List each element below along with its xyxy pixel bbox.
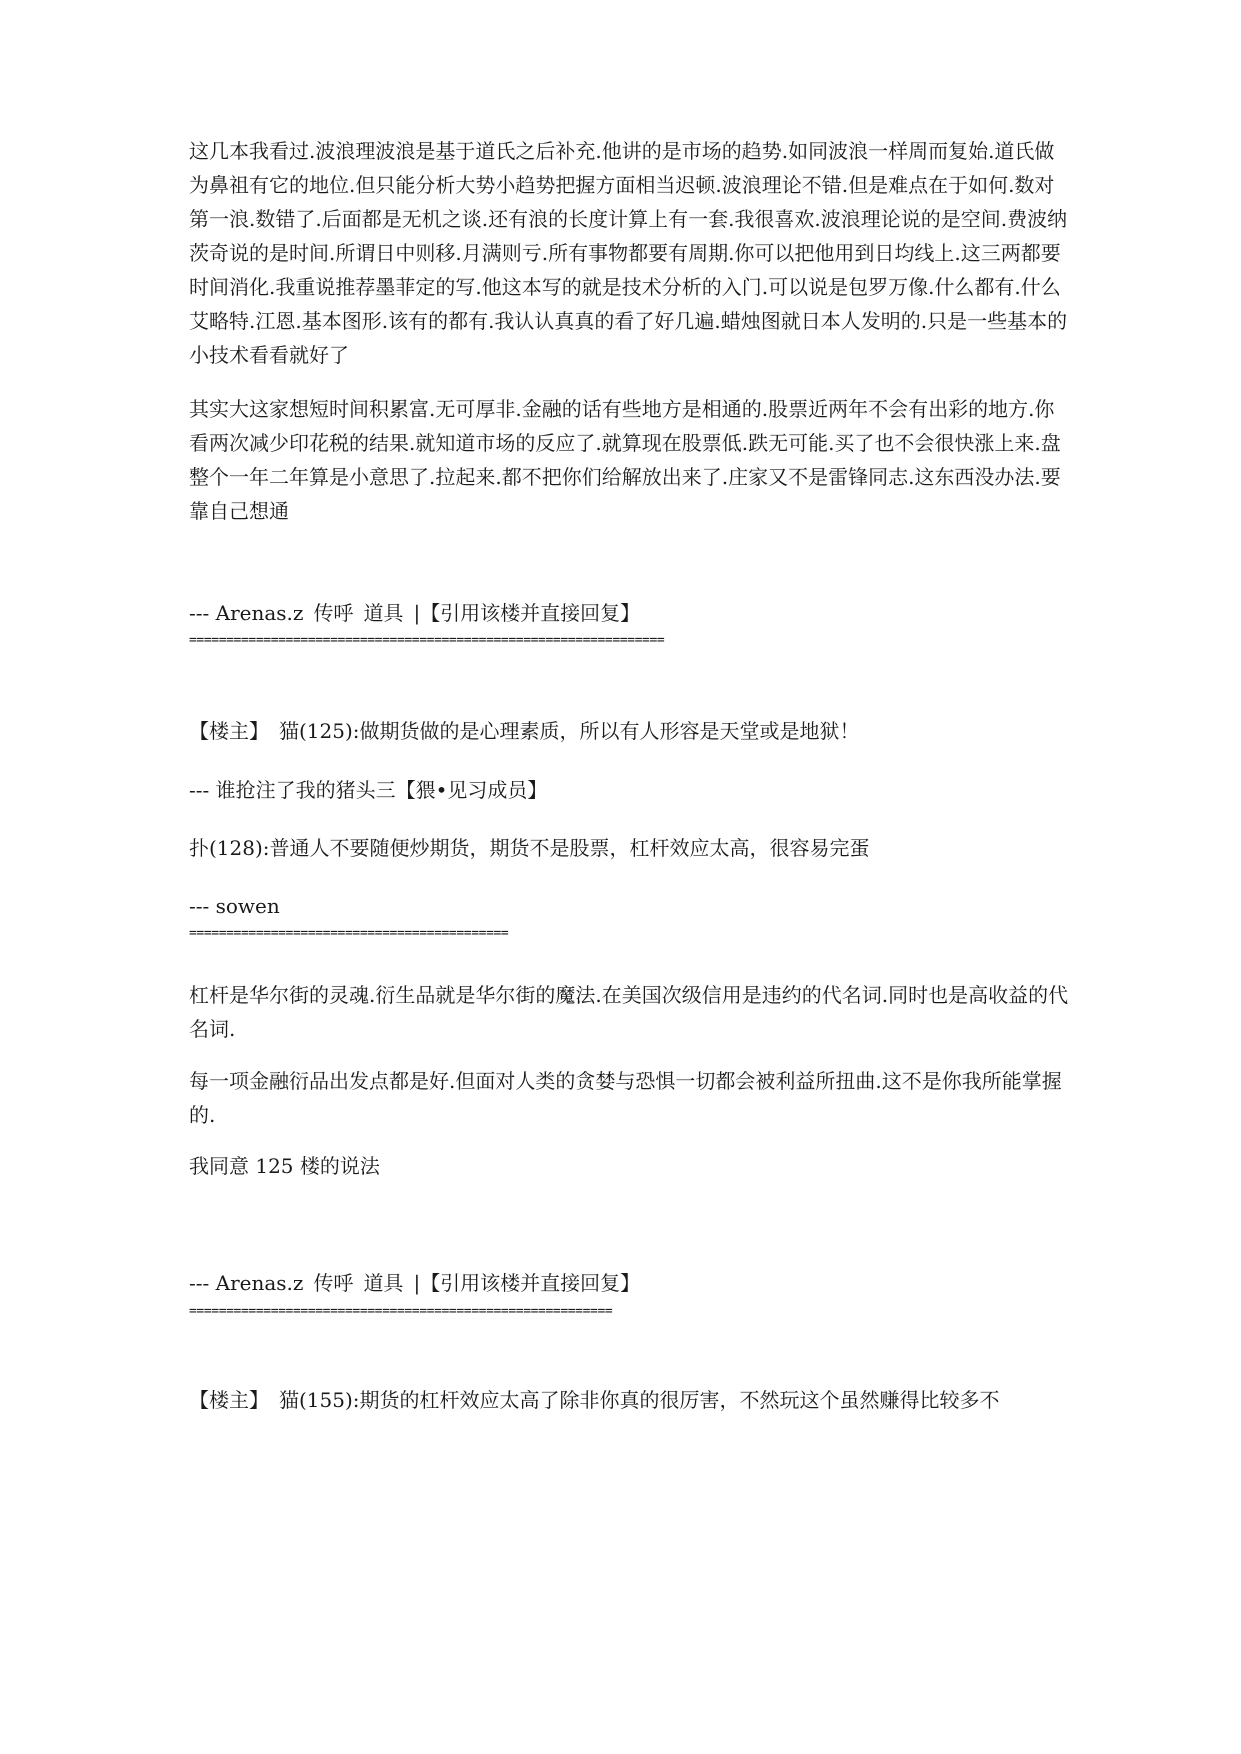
props-link[interactable]: 道具: [363, 601, 404, 625]
quoted-post-text: 猫(155):期货的杠杆效应太高了除非你真的很厉害，不然玩这个虽然赚得比较多不: [279, 1388, 1000, 1412]
signature-divider: |: [413, 1271, 421, 1295]
separator-line: =========================================================: [189, 1305, 613, 1319]
paragraph-leverage: 杠杆是华尔街的灵魂.衍生品就是华尔街的魔法.在美国次级信用是违约的代名词.同时也是高收益的代名词.: [189, 983, 1069, 1041]
quoted-reply-text: 扑(128):普通人不要随便炒期货，期货不是股票，杠杆效应太高，很容易完蛋: [189, 836, 870, 860]
separator-line: ================================================================: [189, 634, 665, 648]
props-link[interactable]: 道具: [363, 1271, 404, 1295]
thread-owner-tag: 【楼主】: [189, 1388, 269, 1412]
paragraph-books-review: 这几本我看过.波浪理波浪是基于道氏之后补充.他讲的是市场的趋势.如同波浪一样周而复始.道氏做为鼻祖有它的地位.但只能分析大势小趋势把握方面相当迟顿.波浪理论不错.但是难点在于如何.数对第一浪.数错了.后面都是无机之谈.还有浪的长度计算上有一套.我很喜欢.波浪理论说的是空间.费波纳茨奇说的是时间.所谓日中则移.月满则亏.所有事物都要有周期.你可以把他用到日均线上.这三两都要时间消化.我重说推荐墨菲定的写.他这本写的就是技术分析的入门.可以说是包罗万像.什么都有.什么艾略特.江恩.基本图形.该有的都有.我认认真真的看了好几遍.蜡烛图就日本人发明的.只是一些基本的小技术看看就好了: [189, 139, 1068, 367]
quote-reply-link[interactable]: 【引用该楼并直接回复】: [420, 601, 641, 625]
quote-reply-link[interactable]: 【引用该楼并直接回复】: [420, 1271, 641, 1295]
paragraph-market-view: 其实大这家想短时间积累富.无可厚非.金融的话有些地方是相通的.股票近两年不会有出彩的地方.你看两次减少印花税的结果.就知道市场的反应了.就算现在股票低.跌无可能.买了也不会很快涨上来.盘整个一年二年算是小意思了.拉起来.都不把你们给解放出来了.庄家又不是雷锋同志.这东西没办法.要靠自己想通: [189, 397, 1061, 523]
post-signature: [189, 598, 640, 628]
quoted-reply-signature: --- sowen: [189, 894, 280, 918]
thread-owner-tag: 【楼主】: [189, 719, 269, 743]
signature-divider: |: [413, 601, 421, 625]
signature-author: --- Arenas.z: [189, 601, 304, 625]
call-link[interactable]: 传呼: [313, 601, 354, 625]
quoted-post-signature: --- 谁抢注了我的猪头三【猥•见习成员】: [189, 778, 548, 802]
paragraph-derivatives: 每一项金融衍品出发点都是好.但面对人类的贪婪与恐惧一切都会被利益所扭曲.这不是你我所能掌握的.: [189, 1069, 1062, 1127]
paragraph-agree: 我同意 125 楼的说法: [189, 1154, 380, 1178]
call-link[interactable]: 传呼: [313, 1271, 354, 1295]
quoted-post-header: [189, 1385, 1000, 1415]
post-signature: [189, 1268, 640, 1298]
signature-author: --- Arenas.z: [189, 1271, 304, 1295]
quoted-post-header: [189, 716, 860, 746]
quoted-post-text: 猫(125):做期货做的是心理素质，所以有人形容是天堂或是地狱！: [279, 719, 860, 743]
separator-line: ===========================================: [189, 927, 509, 941]
